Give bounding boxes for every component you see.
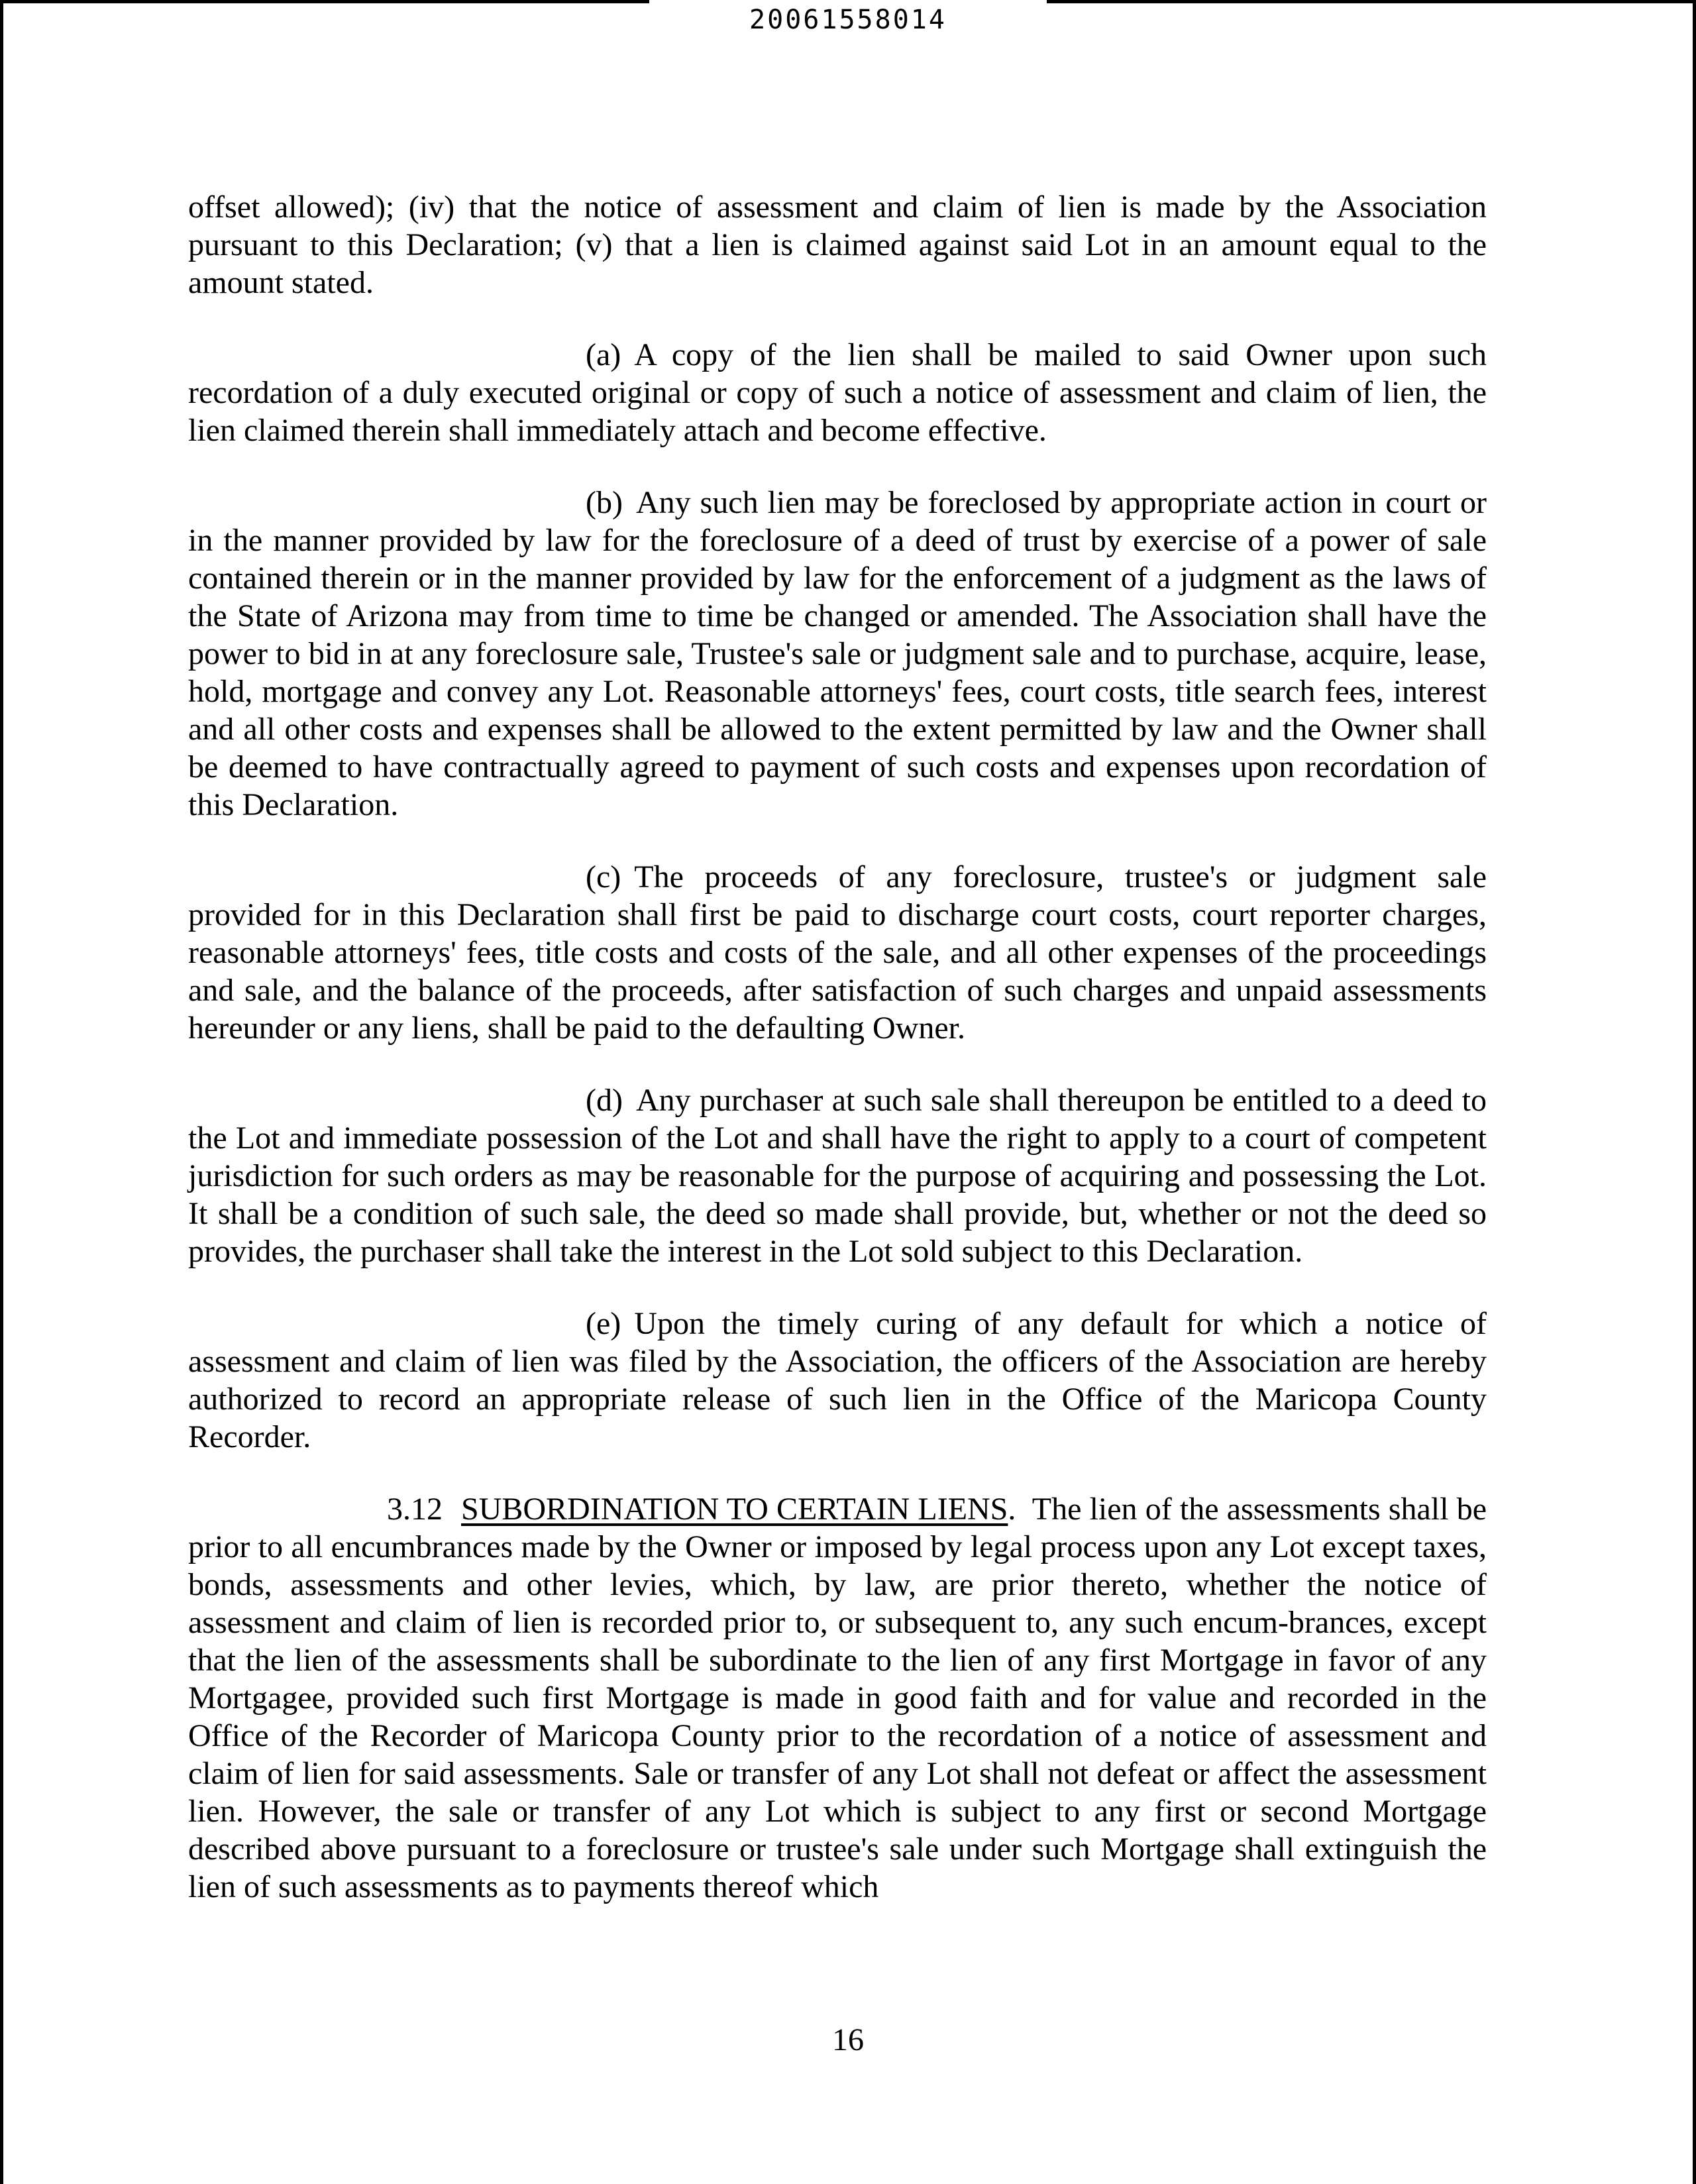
section-title: SUBORDINATION TO CERTAIN LIENS xyxy=(461,1492,1008,1527)
intro-paragraph: offset allowed); (iv) that the notice of assessment and claim of lien is made by the Association pursuant to this Declaration; (v) that a lien is claimed against said Lot in an amount equal to the amount stated. xyxy=(188,190,1487,300)
subsection-a xyxy=(188,336,1487,449)
subsection-label: (c) xyxy=(586,859,621,895)
recording-number: 20061558014 xyxy=(749,5,947,35)
subsection-d xyxy=(188,1081,1487,1270)
subsection-label: (b) xyxy=(586,485,623,520)
document-body xyxy=(188,188,1487,1906)
page-number: 16 xyxy=(832,2022,864,2057)
section-text: The lien of the assessments shall be prior to all encumbrances made by the Owner or imposed by legal process upon any Lot except taxes, bonds, assessments and other levies, which, by law, are prior thereto, whether the notice of assessment and claim of lien is recorded prior to, or subsequent to, any such encum-brances, except that the lien of the assessments shall be subordinate to the lien of any first Mortgage in favor of any Mortgagee, provided such first Mortgage is made in good faith and for value and recorded in the Office of the Recorder of Maricopa County prior to the recordation of a notice of assessment and claim of lien for said assessments. Sale or transfer of any Lot shall not defeat or affect the assessment lien. However, the sale or transfer of any Lot which is subject to any first or second Mortgage described above pursuant to a foreclosure or trustee's sale under such Mortgage shall extinguish the lien of such assessments as to payments thereof which xyxy=(188,1492,1487,1904)
subsection-e xyxy=(188,1305,1487,1456)
subsection-c xyxy=(188,858,1487,1047)
subsection-b xyxy=(188,484,1487,824)
subsection-label: (d) xyxy=(586,1083,623,1118)
section-number: 3.12 xyxy=(387,1492,443,1527)
section-title-period: . xyxy=(1008,1492,1016,1527)
subsection-label: (e) xyxy=(586,1306,621,1341)
subsection-text: Any such lien may be foreclosed by appropriate action in court or in the manner provided by law for the foreclosure of a deed of trust by exercise of a power of sale contained therein or in the manner provided by law for the enforcement of a judgment as the laws of the State of Arizona may from time to time be changed or amended. The Association shall have the power to bid in at any foreclosure sale, Trustee's sale or judgment sale and to purchase, acquire, lease, hold, mortgage and convey any Lot. Reasonable attorneys' fees, court costs, title search fees, interest and all other costs and expenses shall be allowed to the extent permitted by law and the Owner shall be deemed to have contractually agreed to payment of such costs and expenses upon recordation of this Declaration. xyxy=(188,485,1487,822)
subsection-text: The proceeds of any foreclosure, trustee's or judgment sale provided for in this Declaration shall first be paid to discharge court costs, court reporter charges, reasonable attorneys' fees, title costs and costs of the sale, and all other expenses of the proceedings and sale, and the balance of the proceeds, after satisfaction of such charges and unpaid assessments hereunder or any liens, shall be paid to the defaulting Owner. xyxy=(188,859,1487,1046)
subsection-text: A copy of the lien shall be mailed to said Owner upon such recordation of a duly executed original or copy of such a notice of assessment and claim of lien, the lien claimed therein shall immediately attach and become effective. xyxy=(188,337,1487,448)
subsection-text: Upon the timely curing of any default for which a notice of assessment and claim of lien was filed by the Association, the officers of the Association are hereby authorized to record an appropriate release of such lien in the Office of the Maricopa County Recorder. xyxy=(188,1306,1487,1454)
scan-border-left xyxy=(0,0,3,2184)
section-3-12 xyxy=(188,1490,1487,1906)
subsection-label: (a) xyxy=(586,337,621,372)
subsection-text: Any purchaser at such sale shall thereupon be entitled to a deed to the Lot and immediate possession of the Lot and shall have the right to apply to a court of competent jurisdiction for such orders as may be reasonable for the purpose of acquiring and possessing the Lot. It shall be a condition of such sale, the deed so made shall provide, but, whether or not the deed so provides, the purchaser shall take the interest in the Lot sold subject to this Declaration. xyxy=(188,1083,1487,1269)
scan-border-right xyxy=(1693,0,1696,2184)
